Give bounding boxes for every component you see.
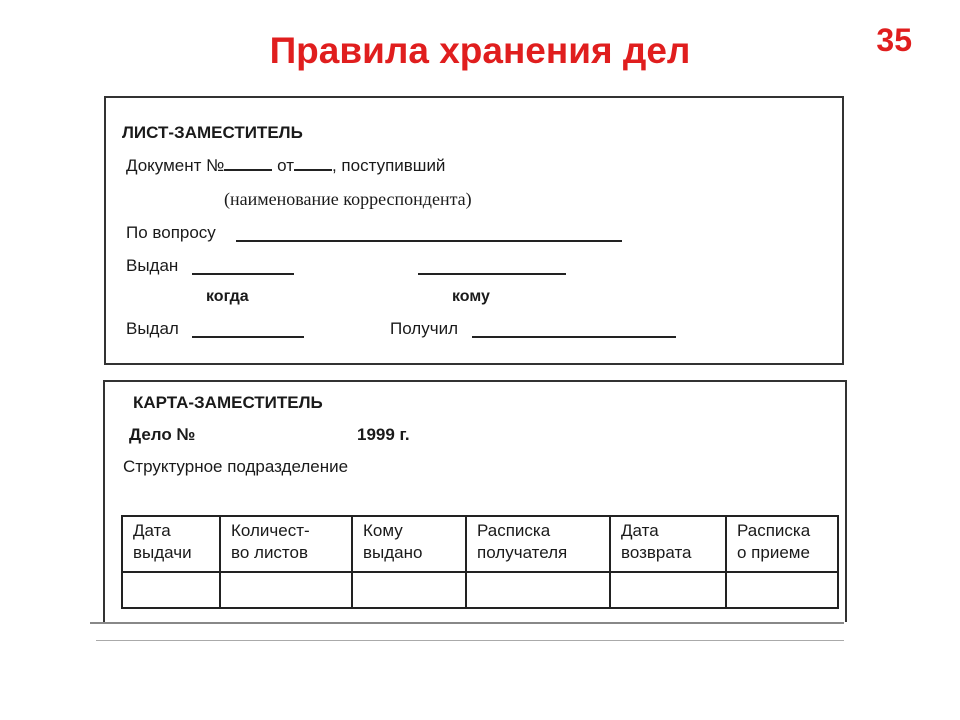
gave-label: Выдал — [126, 319, 179, 338]
column-header: Количест- во листов — [220, 516, 352, 572]
when-caption: когда — [206, 288, 249, 305]
issued-label: Выдан — [126, 256, 179, 275]
document-date-label: от — [277, 156, 294, 175]
table-cell — [352, 572, 466, 608]
table-cell — [610, 572, 726, 608]
table-cell — [122, 572, 220, 608]
issued-whom-blank — [418, 273, 566, 275]
column-header: Расписка о приеме — [726, 516, 838, 572]
issued-when-blank — [192, 273, 294, 275]
card-bottom-shadow — [96, 640, 844, 641]
received-label: , поступивший — [331, 156, 446, 175]
document-date-blank — [294, 168, 332, 171]
card-substitute-form — [103, 380, 847, 622]
column-header: Расписка получателя — [466, 516, 610, 572]
list-form-heading: ЛИСТ-ЗАМЕСТИТЕЛЬ — [122, 123, 303, 142]
column-header: Кому выдано — [352, 516, 466, 572]
whom-caption: кому — [452, 288, 490, 305]
column-header: Дата выдачи — [122, 516, 220, 572]
question-label: По вопросу — [126, 223, 216, 242]
year-label: 1999 г. — [357, 425, 410, 444]
table-cell — [726, 572, 838, 608]
case-number-label: Дело № — [129, 425, 196, 444]
card-table-empty-row — [122, 572, 838, 608]
list-substitute-form — [104, 96, 844, 365]
card-bottom-edge — [90, 622, 844, 624]
structural-unit-label: Структурное подразделение — [123, 457, 349, 476]
question-blank — [236, 240, 622, 242]
card-form-heading: КАРТА-ЗАМЕСТИТЕЛЬ — [133, 393, 323, 412]
table-cell — [220, 572, 352, 608]
slide-title: Правила хранения дел — [269, 30, 691, 71]
document-number-blank — [224, 168, 272, 171]
document-number-label: Документ № — [126, 156, 225, 175]
table-cell — [466, 572, 610, 608]
slide-number: 35 — [876, 22, 912, 58]
got-label: Получил — [390, 319, 458, 338]
column-header: Дата возврата — [610, 516, 726, 572]
card-table — [121, 515, 839, 609]
card-table-header-row — [122, 516, 838, 572]
gave-blank — [192, 336, 304, 338]
document-line — [126, 156, 445, 176]
got-blank — [472, 336, 676, 338]
correspondent-caption: (наименование корреспондента) — [224, 189, 472, 209]
